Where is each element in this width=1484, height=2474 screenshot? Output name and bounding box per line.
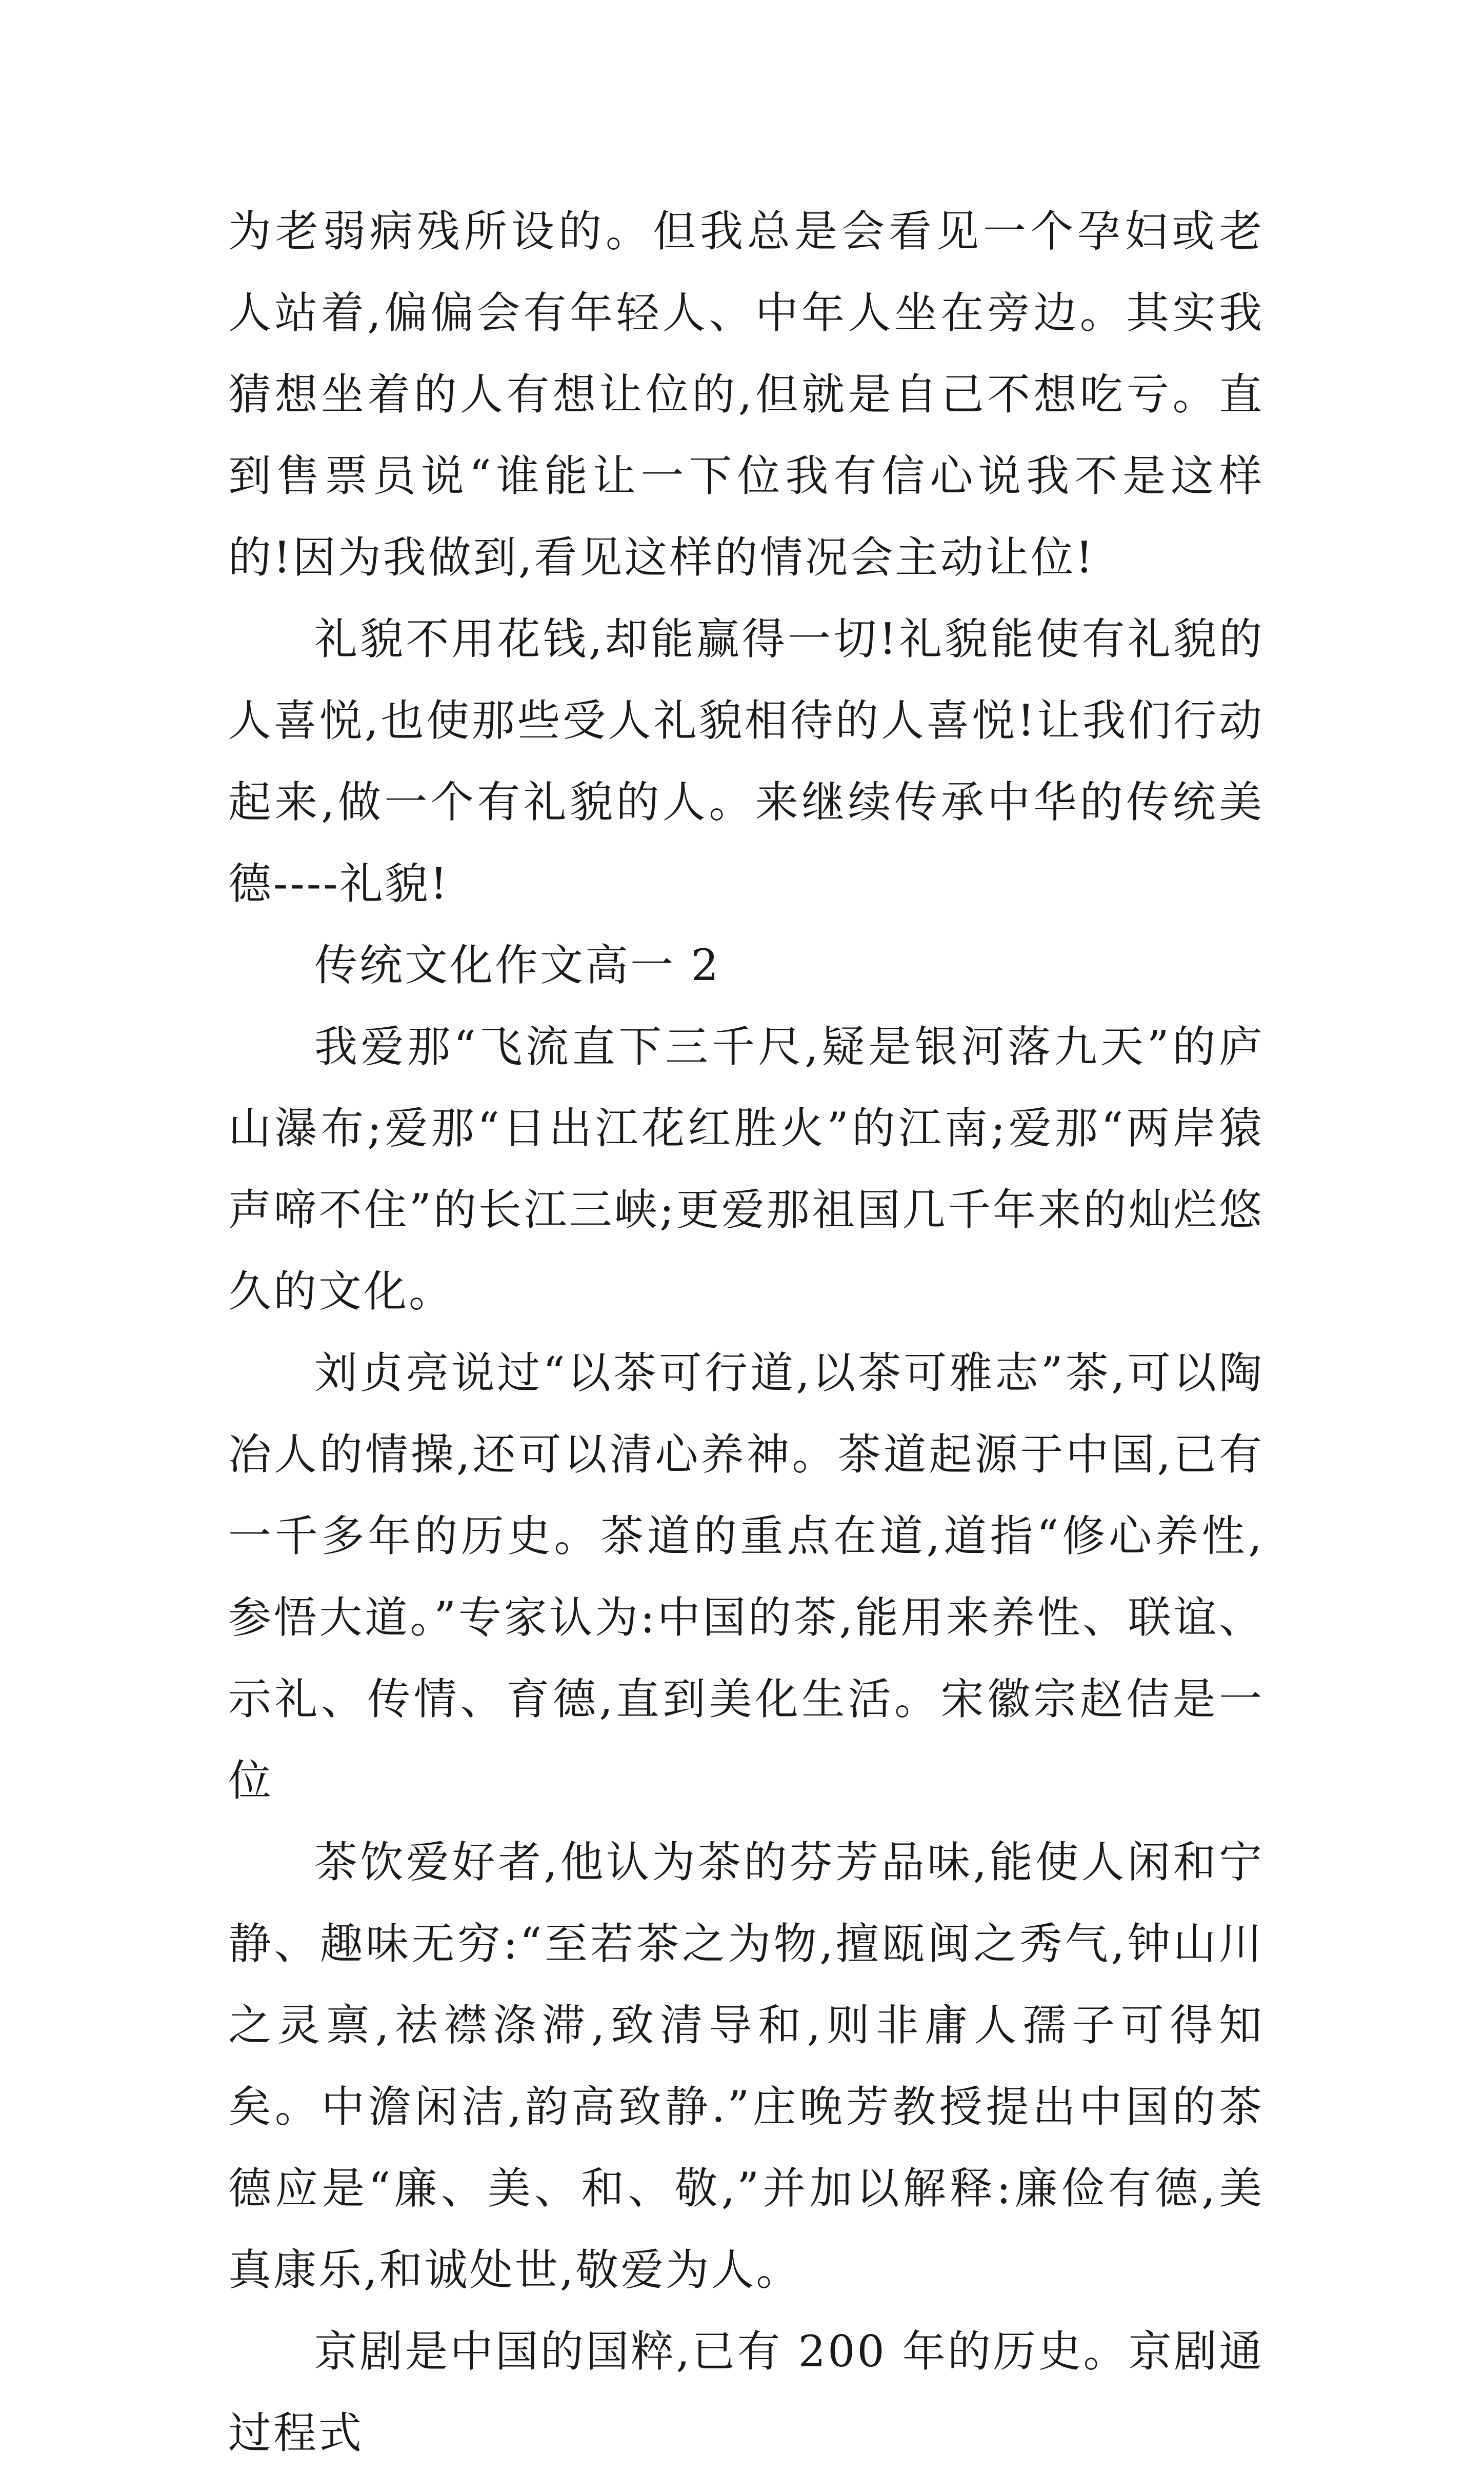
paragraph-6: 京剧是中国的国粹,已有 200 年的历史。京剧通过程式 [228, 2326, 1264, 2458]
document-page [228, 191, 1264, 2474]
paragraph-5: 茶饮爱好者,他认为茶的芬芳品味,能使人闲和宁静、趣味无穷:“至若茶之为物,擅瓯闽之秀气,钟山川之灵禀,祛襟涤滞,致清导和,则非庸人孺子可得知矣。中澹闲洁,韵高致静.”庄晚芳教授提出中国的茶德应是“廉、美、和、敬,”并加以解释:廉俭有德,美真康乐,和诚处世,敬爱为人。 [228, 1837, 1264, 2295]
paragraph-1: 为老弱病残所设的。但我总是会看见一个孕妇或老人站着,偏偏会有年轻人、中年人坐在旁边。其实我猜想坐着的人有想让位的,但就是自己不想吃亏。直到售票员说“谁能让一下位我有信心说我不是这样的!因为我做到,看见这样的情况会主动让位! [228, 206, 1264, 583]
section-heading: 传统文化作文高一 2 [314, 940, 721, 990]
paragraph-2: 礼貌不用花钱,却能赢得一切!礼貌能使有礼貌的人喜悦,也使那些受人礼貌相待的人喜悦!让我们行动起来,做一个有礼貌的人。来继续传承中华的传统美德----礼貌! [228, 614, 1264, 909]
paragraph-3: 我爱那“飞流直下三千尺,疑是银河落九天”的庐山瀑布;爱那“日出江花红胜火”的江南;爱那“两岸猿声啼不住”的长江三峡;更爱那祖国几千年来的灿烂悠久的文化。 [228, 1022, 1264, 1316]
paragraph-4: 刘贞亮说过“以茶可行道,以茶可雅志”茶,可以陶冶人的情操,还可以清心养神。茶道起源于中国,已有一千多年的历史。茶道的重点在道,道指“修心养性,参悟大道。”专家认为:中国的茶,能用来养性、联谊、示礼、传情、育德,直到美化生活。宋徽宗赵佶是一位 [228, 1348, 1264, 1806]
